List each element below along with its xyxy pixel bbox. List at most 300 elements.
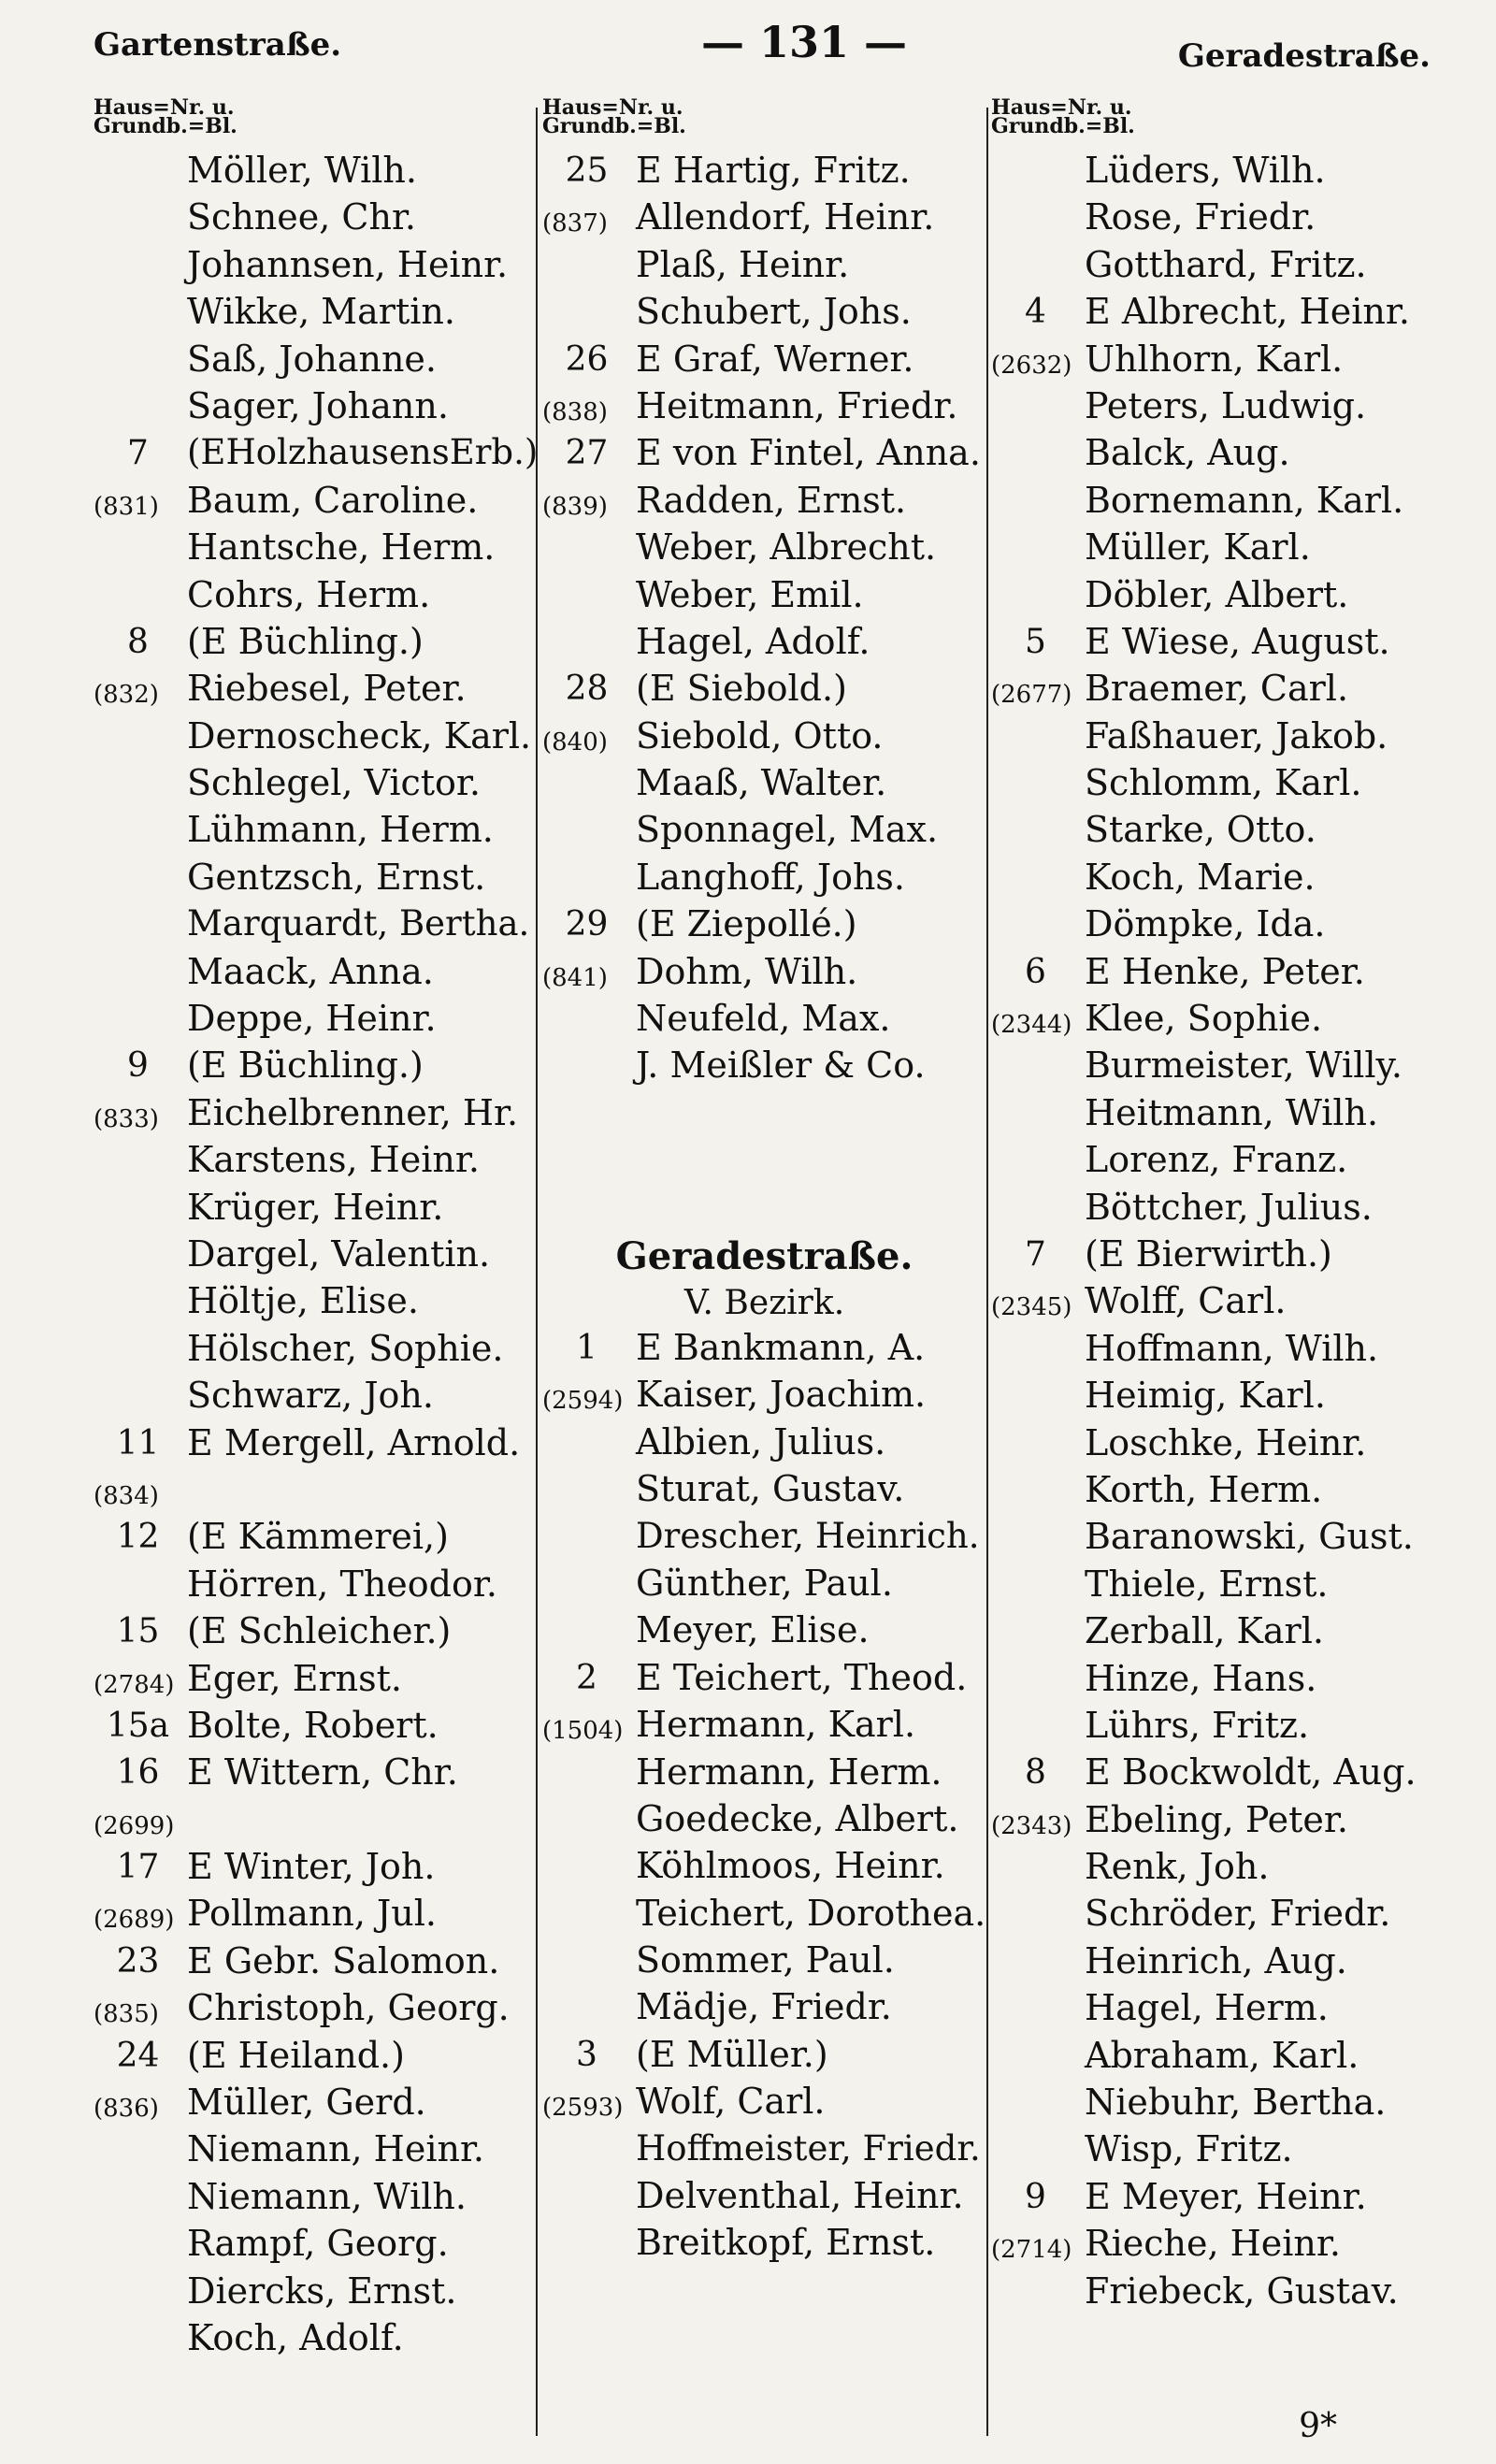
resident-name: Sager, Johann. [187, 384, 449, 426]
directory-entry [991, 1375, 1459, 1421]
resident-name: Köhlmoos, Heinr. [636, 1845, 945, 1887]
resident-name: Ebeling, Peter. [1085, 1798, 1348, 1840]
directory-entry [542, 1939, 986, 1986]
resident-name: Breitkopf, Ernst. [636, 2222, 936, 2264]
resident-name: Drescher, Heinrich. [636, 1515, 980, 1556]
resident-name: Teichert, Dorothea. [636, 1892, 986, 1934]
directory-entry [991, 1139, 1459, 1186]
column-header [94, 95, 538, 150]
land-register-number: (2699) [94, 1811, 175, 1840]
directory-entry [94, 2317, 538, 2364]
house-number: 2 [576, 1658, 597, 1697]
directory-entry [94, 385, 538, 432]
resident-name: Neufeld, Max. [636, 998, 891, 1040]
directory-entry [94, 1233, 538, 1280]
directory-entry [991, 385, 1459, 432]
resident-name: Sommer, Paul. [636, 1939, 895, 1981]
resident-name: Peters, Ludwig. [1085, 384, 1367, 426]
resident-name: Weber, Emil. [636, 573, 864, 615]
resident-name: Höltje, Elise. [187, 1280, 419, 1322]
directory-entry [991, 526, 1459, 573]
resident-name: Dohm, Wilh. [636, 950, 858, 992]
directory-entry [542, 809, 986, 856]
resident-name: Albien, Julius. [636, 1420, 886, 1463]
resident-name: Faßhauer, Jakob. [1085, 714, 1388, 756]
resident-name: E Winter, Joh. [187, 1846, 436, 1888]
directory-entry [991, 1610, 1459, 1657]
directory-entry [94, 809, 538, 856]
directory-entry [94, 998, 538, 1045]
resident-name: (E Büchling.) [187, 620, 424, 662]
directory-entry [542, 2034, 986, 2081]
directory-entry [991, 1422, 1459, 1469]
land-register-number: (2784) [94, 1670, 175, 1699]
house-number: 26 [565, 339, 609, 379]
directory-entry [991, 951, 1459, 998]
resident-name: Hagel, Herm. [1085, 1987, 1329, 2029]
column-header-line1: Haus=Nr. u. [991, 95, 1132, 120]
directory-entry [94, 1092, 538, 1139]
resident-name: Baum, Caroline. [187, 479, 479, 521]
resident-name: Lührs, Fritz. [1085, 1704, 1310, 1746]
resident-name: Hölscher, Sophie. [187, 1327, 504, 1369]
resident-name: Niebuhr, Bertha. [1085, 2082, 1387, 2124]
house-number: 1 [576, 1328, 597, 1367]
directory-entry [94, 1187, 538, 1233]
resident-name: Burmeister, Willy. [1085, 1045, 1402, 1087]
directory-entry [94, 903, 538, 950]
directory-entry [991, 432, 1459, 479]
column-2 [542, 95, 986, 2269]
directory-entry [542, 150, 986, 196]
resident-name: Bolte, Robert. [187, 1704, 439, 1746]
directory-entry [94, 432, 538, 479]
resident-name: Korth, Herm. [1085, 1468, 1323, 1510]
house-number: 27 [565, 434, 609, 473]
resident-name: Abraham, Karl. [1085, 2034, 1359, 2076]
directory-entry [94, 1658, 538, 1705]
house-number: 28 [565, 670, 609, 709]
house-number: 29 [565, 905, 609, 944]
directory-entry [542, 385, 986, 432]
resident-name: E Meyer, Heinr. [1085, 2175, 1367, 2217]
resident-name: Schlomm, Karl. [1085, 762, 1362, 804]
house-number: 25 [565, 151, 609, 190]
column-header [542, 95, 986, 150]
directory-entry [94, 1799, 538, 1846]
directory-entry [542, 2081, 986, 2127]
resident-name: (E Ziepollé.) [636, 903, 857, 945]
directory-entry [991, 2176, 1459, 2223]
entry-list [542, 150, 986, 1092]
directory-entry [991, 1280, 1459, 1327]
house-number: 15 [116, 1612, 160, 1651]
directory-entry [94, 2082, 538, 2128]
directory-entry [542, 998, 986, 1045]
directory-entry [94, 1893, 538, 1939]
resident-name: Diercks, Ernst. [187, 2269, 457, 2312]
directory-entry [542, 1516, 986, 1563]
directory-entry [94, 480, 538, 526]
directory-entry [542, 526, 986, 573]
column-3 [991, 95, 1459, 2317]
directory-entry [94, 1422, 538, 1469]
resident-name: Schröder, Friedr. [1085, 1893, 1391, 1935]
column-header-line1: Haus=Nr. u. [542, 95, 683, 120]
resident-name: E Bankmann, A. [636, 1326, 926, 1368]
resident-name: Koch, Marie. [1085, 856, 1316, 898]
resident-name: Koch, Adolf. [187, 2316, 404, 2358]
directory-entry [94, 857, 538, 903]
resident-name: Rose, Friedr. [1085, 196, 1316, 238]
resident-name: (E Müller.) [636, 2033, 828, 2075]
directory-entry [542, 1374, 986, 1420]
directory-entry [94, 1280, 538, 1327]
directory-entry [991, 574, 1459, 621]
resident-name: (E Kämmerei,) [187, 1516, 449, 1558]
resident-name: Christoph, Georg. [187, 1987, 510, 2029]
house-number: 17 [116, 1848, 160, 1887]
directory-entry [991, 244, 1459, 291]
resident-name: Kaiser, Joachim. [636, 1374, 927, 1416]
house-number: 9 [127, 1046, 149, 1086]
directory-entry [94, 339, 538, 385]
resident-name: Sponnagel, Max. [636, 809, 939, 851]
directory-entry [991, 621, 1459, 668]
directory-entry [542, 196, 986, 243]
directory-entry [991, 715, 1459, 762]
resident-name: Lorenz, Franz. [1085, 1139, 1348, 1181]
land-register-number: (834) [94, 1481, 159, 1510]
page-header [94, 17, 1431, 73]
resident-name: Deppe, Heinr. [187, 998, 437, 1040]
resident-name: E Wiese, August. [1085, 620, 1390, 662]
entry-list [94, 150, 538, 2364]
directory-entry [991, 1705, 1459, 1751]
column-header [991, 95, 1459, 150]
resident-name: E Mergell, Arnold. [187, 1421, 521, 1463]
resident-name: E Teichert, Theod. [636, 1656, 968, 1698]
resident-name: Schubert, Johs. [636, 291, 912, 333]
resident-name: Radden, Ernst. [636, 479, 907, 521]
page-number: — 131 — [700, 17, 908, 67]
directory-entry [991, 762, 1459, 809]
directory-entry [542, 903, 986, 950]
column-divider [986, 108, 988, 2436]
directory-entry [542, 574, 986, 621]
directory-entry [94, 1940, 538, 1987]
resident-name: Siebold, Otto. [636, 714, 884, 756]
resident-name: Wikke, Martin. [187, 291, 455, 333]
resident-name: Eger, Ernst. [187, 1657, 402, 1699]
directory-entry [94, 668, 538, 714]
directory-entry [94, 2270, 538, 2317]
directory-entry [94, 574, 538, 621]
resident-name: Wolff, Carl. [1085, 1280, 1287, 1322]
resident-name: Rampf, Georg. [187, 2223, 449, 2265]
resident-name: Maaß, Walter. [636, 762, 887, 804]
resident-name: Thiele, Ernst. [1085, 1563, 1329, 1605]
house-number: 23 [116, 1941, 160, 1981]
land-register-number: (841) [542, 963, 608, 992]
directory-entry [991, 857, 1459, 903]
resident-name: Pollmann, Jul. [187, 1893, 437, 1935]
resident-name: Delventhal, Heinr. [636, 2175, 964, 2217]
resident-name: Weber, Albrecht. [636, 526, 937, 569]
land-register-number: (840) [542, 728, 608, 756]
column-header-line2: Grundb.=Bl. [542, 114, 686, 138]
directory-entry [94, 2176, 538, 2223]
header-left-street: Gartenstraße. [94, 26, 342, 64]
resident-name: Schwarz, Joh. [187, 1375, 434, 1417]
resident-name: E Albrecht, Heinr. [1085, 291, 1410, 333]
house-number: 9 [1025, 2177, 1046, 2216]
resident-name: Hermann, Herm. [636, 1751, 942, 1793]
directory-entry [542, 480, 986, 526]
resident-name: Rieche, Heinr. [1085, 2223, 1341, 2265]
directory-entry [542, 1045, 986, 1091]
directory-entry [991, 668, 1459, 714]
directory-entry [991, 339, 1459, 385]
section-entry-list [542, 1327, 986, 2269]
directory-entry [94, 1328, 538, 1375]
resident-name: Marquardt, Bertha. [187, 903, 530, 944]
directory-entry [542, 339, 986, 385]
land-register-number: (2632) [991, 351, 1072, 380]
directory-entry [94, 951, 538, 998]
column-header-line2: Grundb.=Bl. [94, 114, 237, 138]
land-register-number: (2677) [991, 681, 1072, 710]
directory-entry [991, 1233, 1459, 1280]
directory-entry [94, 2223, 538, 2269]
resident-name: Müller, Gerd. [187, 2082, 426, 2124]
directory-entry [94, 1045, 538, 1091]
directory-entry [94, 1610, 538, 1657]
house-number: 11 [116, 1423, 160, 1463]
directory-entry [991, 1187, 1459, 1233]
house-number: 5 [1025, 622, 1046, 661]
resident-name: Wisp, Fritz. [1085, 2128, 1293, 2170]
resident-name: Heitmann, Friedr. [636, 384, 958, 426]
resident-name: Balck, Aug. [1085, 432, 1290, 474]
house-number: 4 [1025, 293, 1046, 332]
resident-name: Saß, Johanne. [187, 338, 437, 380]
directory-entry [94, 1516, 538, 1563]
directory-entry [542, 1704, 986, 1751]
resident-name: Goedecke, Albert. [636, 1797, 959, 1839]
directory-entry [542, 1798, 986, 1845]
resident-name: Möller, Wilh. [187, 150, 417, 191]
resident-name: E Hartig, Fritz. [636, 150, 911, 191]
entry-list [991, 150, 1459, 2317]
house-number: 16 [116, 1753, 160, 1793]
resident-name: Zerball, Karl. [1085, 1610, 1324, 1652]
house-number: 15a [106, 1706, 170, 1745]
directory-entry [991, 1092, 1459, 1139]
resident-name: E von Fintel, Anna. [636, 432, 981, 474]
resident-name: Böttcher, Julius. [1085, 1186, 1373, 1228]
resident-name: Niemann, Wilh. [187, 2175, 467, 2217]
resident-name: Hagel, Adolf. [636, 620, 870, 662]
directory-entry [542, 1563, 986, 1609]
directory-entry [94, 762, 538, 809]
directory-entry [94, 196, 538, 243]
land-register-number: (837) [542, 209, 608, 238]
directory-entry [94, 621, 538, 668]
directory-entry [542, 857, 986, 903]
resident-name: Müller, Karl. [1085, 526, 1311, 569]
resident-name: Langhoff, Johs. [636, 856, 906, 898]
directory-entry [94, 715, 538, 762]
directory-entry [991, 998, 1459, 1045]
resident-name: Meyer, Elise. [636, 1609, 870, 1651]
resident-name: Döbler, Albert. [1085, 573, 1349, 615]
land-register-number: (2594) [542, 1387, 624, 1416]
resident-name: (EHolzhausensErb.) [187, 432, 539, 473]
directory-entry [542, 1327, 986, 1374]
resident-name: Sturat, Gustav. [636, 1468, 905, 1510]
resident-name: Heitmann, Wilh. [1085, 1091, 1379, 1133]
resident-name: E Henke, Peter. [1085, 950, 1365, 992]
house-number: 7 [1025, 1234, 1046, 1274]
directory-entry [94, 1987, 538, 2034]
directory-entry [542, 2128, 986, 2175]
resident-name: Hoffmann, Wilh. [1085, 1327, 1379, 1369]
resident-name: Dargel, Valentin. [187, 1232, 491, 1275]
directory-entry [94, 1375, 538, 1421]
house-number: 8 [1025, 1753, 1046, 1793]
resident-name: (E Büchling.) [187, 1045, 424, 1087]
resident-name: J. Meißler & Co. [636, 1045, 926, 1087]
land-register-number: (833) [94, 1104, 159, 1133]
directory-entry [94, 1751, 538, 1798]
resident-name: Gentzsch, Ernst. [187, 856, 486, 898]
directory-entry [991, 1893, 1459, 1939]
directory-entry [991, 1328, 1459, 1375]
directory-entry [94, 150, 538, 196]
land-register-number: (839) [542, 492, 608, 521]
directory-entry [542, 1986, 986, 2033]
directory-entry [542, 244, 986, 291]
header-right-street: Geradestraße. [1177, 37, 1431, 75]
directory-entry [542, 621, 986, 668]
directory-entry [94, 526, 538, 573]
section-title: Geradestraße. [615, 1233, 913, 1278]
directory-entry [542, 951, 986, 998]
resident-name: Niemann, Heinr. [187, 2128, 485, 2170]
directory-entry [991, 1751, 1459, 1798]
land-register-number: (836) [94, 2095, 159, 2124]
directory-entry [991, 1469, 1459, 1516]
resident-name: Dernoscheck, Karl. [187, 714, 532, 756]
resident-name: Klee, Sophie. [1085, 998, 1323, 1040]
directory-entry [542, 1657, 986, 1704]
resident-name: Karstens, Heinr. [187, 1139, 480, 1181]
resident-name: Renk, Joh. [1085, 1846, 1270, 1888]
resident-name: Schlegel, Victor. [187, 762, 481, 804]
resident-name: Maack, Anna. [187, 950, 434, 992]
directory-entry [991, 2035, 1459, 2082]
directory-entry [542, 432, 986, 479]
resident-name: Heimig, Karl. [1085, 1375, 1326, 1417]
directory-entry [991, 291, 1459, 338]
resident-name: Krüger, Heinr. [187, 1186, 444, 1228]
directory-entry [991, 196, 1459, 243]
resident-name: E Bockwoldt, Aug. [1085, 1751, 1417, 1794]
land-register-number: (838) [542, 397, 608, 426]
directory-entry [991, 1658, 1459, 1705]
directory-entry [991, 1799, 1459, 1846]
directory-entry [542, 2175, 986, 2222]
resident-name: Eichelbrenner, Hr. [187, 1091, 519, 1133]
resident-name: Hermann, Karl. [636, 1704, 916, 1746]
column-1 [94, 95, 539, 2364]
directory-entry [94, 2035, 538, 2082]
resident-name: Plaß, Heinr. [636, 243, 850, 285]
house-number: 3 [576, 2035, 597, 2074]
directory-entry [94, 291, 538, 338]
resident-name: Loschke, Heinr. [1085, 1421, 1367, 1463]
resident-name: E Wittern, Chr. [187, 1751, 458, 1794]
directory-entry [94, 1139, 538, 1186]
directory-entry [94, 2128, 538, 2175]
directory-entry [94, 1469, 538, 1516]
directory-entry [991, 2082, 1459, 2128]
resident-name: Friebeck, Gustav. [1085, 2269, 1399, 2312]
land-register-number: (2343) [991, 1811, 1072, 1840]
column-header-line2: Grundb.=Bl. [991, 114, 1135, 138]
house-number: 12 [116, 1518, 160, 1557]
land-register-number: (2593) [542, 2094, 624, 2123]
directory-entry [991, 1987, 1459, 2034]
directory-entry [542, 1609, 986, 1656]
directory-entry [991, 2128, 1459, 2175]
directory-entry [991, 1940, 1459, 1987]
directory-entry [542, 2222, 986, 2269]
resident-name: Hörren, Theodor. [187, 1563, 497, 1605]
signature-mark: 9* [1299, 2407, 1337, 2445]
house-number: 7 [127, 434, 149, 473]
resident-name: Gotthard, Fritz. [1085, 243, 1367, 285]
house-number: 6 [1025, 952, 1046, 991]
land-register-number: (832) [94, 681, 159, 710]
directory-entry [542, 1468, 986, 1515]
directory-entry [991, 2270, 1459, 2317]
land-register-number: (2345) [991, 1293, 1072, 1322]
land-register-number: (831) [94, 492, 159, 521]
house-number: 8 [127, 622, 149, 661]
directory-entry [991, 2223, 1459, 2269]
resident-name: Lühmann, Herm. [187, 809, 494, 851]
resident-name: Wolf, Carl. [636, 2081, 826, 2123]
resident-name: Hantsche, Herm. [187, 526, 496, 569]
directory-entry [94, 1846, 538, 1893]
resident-name: Starke, Otto. [1085, 809, 1316, 851]
resident-name: Uhlhorn, Karl. [1085, 338, 1344, 380]
resident-name: (E Schleicher.) [187, 1610, 452, 1652]
resident-name: (E Siebold.) [636, 668, 847, 710]
directory-entry [542, 762, 986, 809]
resident-name: Schnee, Chr. [187, 196, 417, 238]
resident-name: Braemer, Carl. [1085, 668, 1349, 710]
directory-entry [542, 1845, 986, 1892]
directory-entry [542, 1751, 986, 1798]
directory-entry [542, 1893, 986, 1939]
land-register-number: (2689) [94, 1906, 175, 1935]
directory-entry [94, 1563, 538, 1610]
directory-entry [542, 1421, 986, 1468]
resident-name: Hinze, Hans. [1085, 1657, 1317, 1699]
